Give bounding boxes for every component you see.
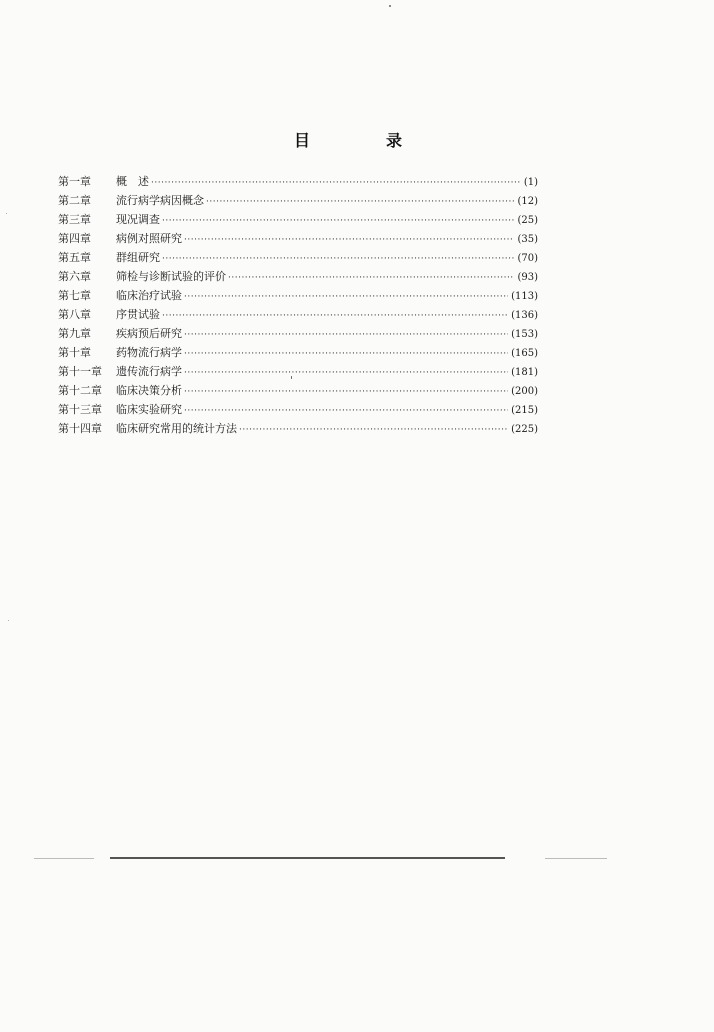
toc-leader-dots: [162, 307, 508, 326]
toc-page-number: (93): [517, 272, 538, 283]
toc-leader-dots: [228, 269, 514, 288]
toc-chapter-title: 序贯试验: [116, 308, 160, 321]
toc-chapter-title: 遗传流行病学: [116, 365, 182, 378]
toc-entry: [58, 362, 538, 381]
toc-entry: [58, 419, 538, 438]
toc-page-number: (113): [511, 291, 538, 302]
toc-chapter-number: 第一章: [58, 175, 91, 188]
toc-chapter-title: 筛检与诊断试验的评价: [116, 270, 226, 283]
toc-chapter-title: 流行病学病因概念: [116, 194, 204, 207]
toc-page-number: (153): [511, 329, 538, 340]
toc-chapter-number: 第七章: [58, 289, 91, 302]
toc-leader-dots: [239, 421, 508, 440]
toc-entry: [58, 191, 538, 210]
toc-entry: [58, 305, 538, 324]
toc-chapter-number: 第四章: [58, 232, 91, 245]
toc-entry: [58, 210, 538, 229]
toc-entry: [58, 381, 538, 400]
toc-chapter-title: 病例对照研究: [116, 232, 182, 245]
scan-speck: [291, 376, 292, 379]
scan-speck: [389, 5, 391, 7]
scan-speck: [8, 620, 9, 621]
toc-page-number: (165): [511, 348, 538, 359]
toc-chapter-title: 群组研究: [116, 251, 160, 264]
toc-page-number: (70): [517, 253, 538, 264]
toc-leader-dots: [184, 364, 508, 383]
toc-leader-dots: [184, 383, 508, 402]
toc-chapter-number: 第十三章: [58, 403, 102, 416]
toc-chapter-number: 第六章: [58, 270, 91, 283]
toc-chapter-title: 现况调查: [116, 213, 160, 226]
scan-edge-line: [545, 858, 607, 859]
page-title: 目 录: [293, 131, 432, 150]
toc-entry: [58, 267, 538, 286]
toc-leader-dots: [184, 288, 508, 307]
toc-chapter-number: 第三章: [58, 213, 91, 226]
toc-chapter-title: 临床实验研究: [116, 403, 182, 416]
toc-page-number: (1): [523, 177, 538, 188]
toc-chapter-title: 药物流行病学: [116, 346, 182, 359]
toc-page-number: (215): [511, 405, 538, 416]
toc-page-number: (25): [517, 215, 538, 226]
toc-chapter-number: 第十四章: [58, 422, 102, 435]
toc-page-number: (200): [511, 386, 538, 397]
toc-page-number: (225): [511, 424, 538, 435]
scan-speck: [6, 213, 7, 214]
toc-entry: [58, 229, 538, 248]
toc-leader-dots: [206, 193, 514, 212]
toc-chapter-number: 第十二章: [58, 384, 102, 397]
toc-chapter-number: 第八章: [58, 308, 91, 321]
toc-page-number: (181): [511, 367, 538, 378]
toc-leader-dots: [184, 231, 514, 250]
table-of-contents: [58, 172, 538, 438]
toc-entry: [58, 172, 538, 191]
toc-chapter-title: 临床治疗试验: [116, 289, 182, 302]
toc-entry: [58, 400, 538, 419]
toc-chapter-title: 疾病预后研究: [116, 327, 182, 340]
toc-entry: [58, 286, 538, 305]
toc-chapter-title: 临床研究常用的统计方法: [116, 422, 237, 435]
toc-leader-dots: [184, 345, 508, 364]
scan-edge-line: [34, 858, 94, 859]
toc-chapter-title: 临床决策分析: [116, 384, 182, 397]
toc-chapter-number: 第二章: [58, 194, 91, 207]
toc-entry: [58, 324, 538, 343]
toc-chapter-title: 概 述: [116, 175, 149, 188]
toc-chapter-number: 第十一章: [58, 365, 102, 378]
toc-leader-dots: [162, 212, 514, 231]
toc-leader-dots: [184, 326, 508, 345]
toc-page-number: (12): [517, 196, 538, 207]
toc-chapter-number: 第五章: [58, 251, 91, 264]
toc-chapter-number: 第九章: [58, 327, 91, 340]
toc-page-number: (136): [511, 310, 538, 321]
toc-leader-dots: [151, 174, 521, 193]
toc-entry: [58, 248, 538, 267]
toc-chapter-number: 第十章: [58, 346, 91, 359]
toc-page-number: (35): [517, 234, 538, 245]
toc-entry: [58, 343, 538, 362]
page-bottom-rule: [110, 857, 505, 859]
